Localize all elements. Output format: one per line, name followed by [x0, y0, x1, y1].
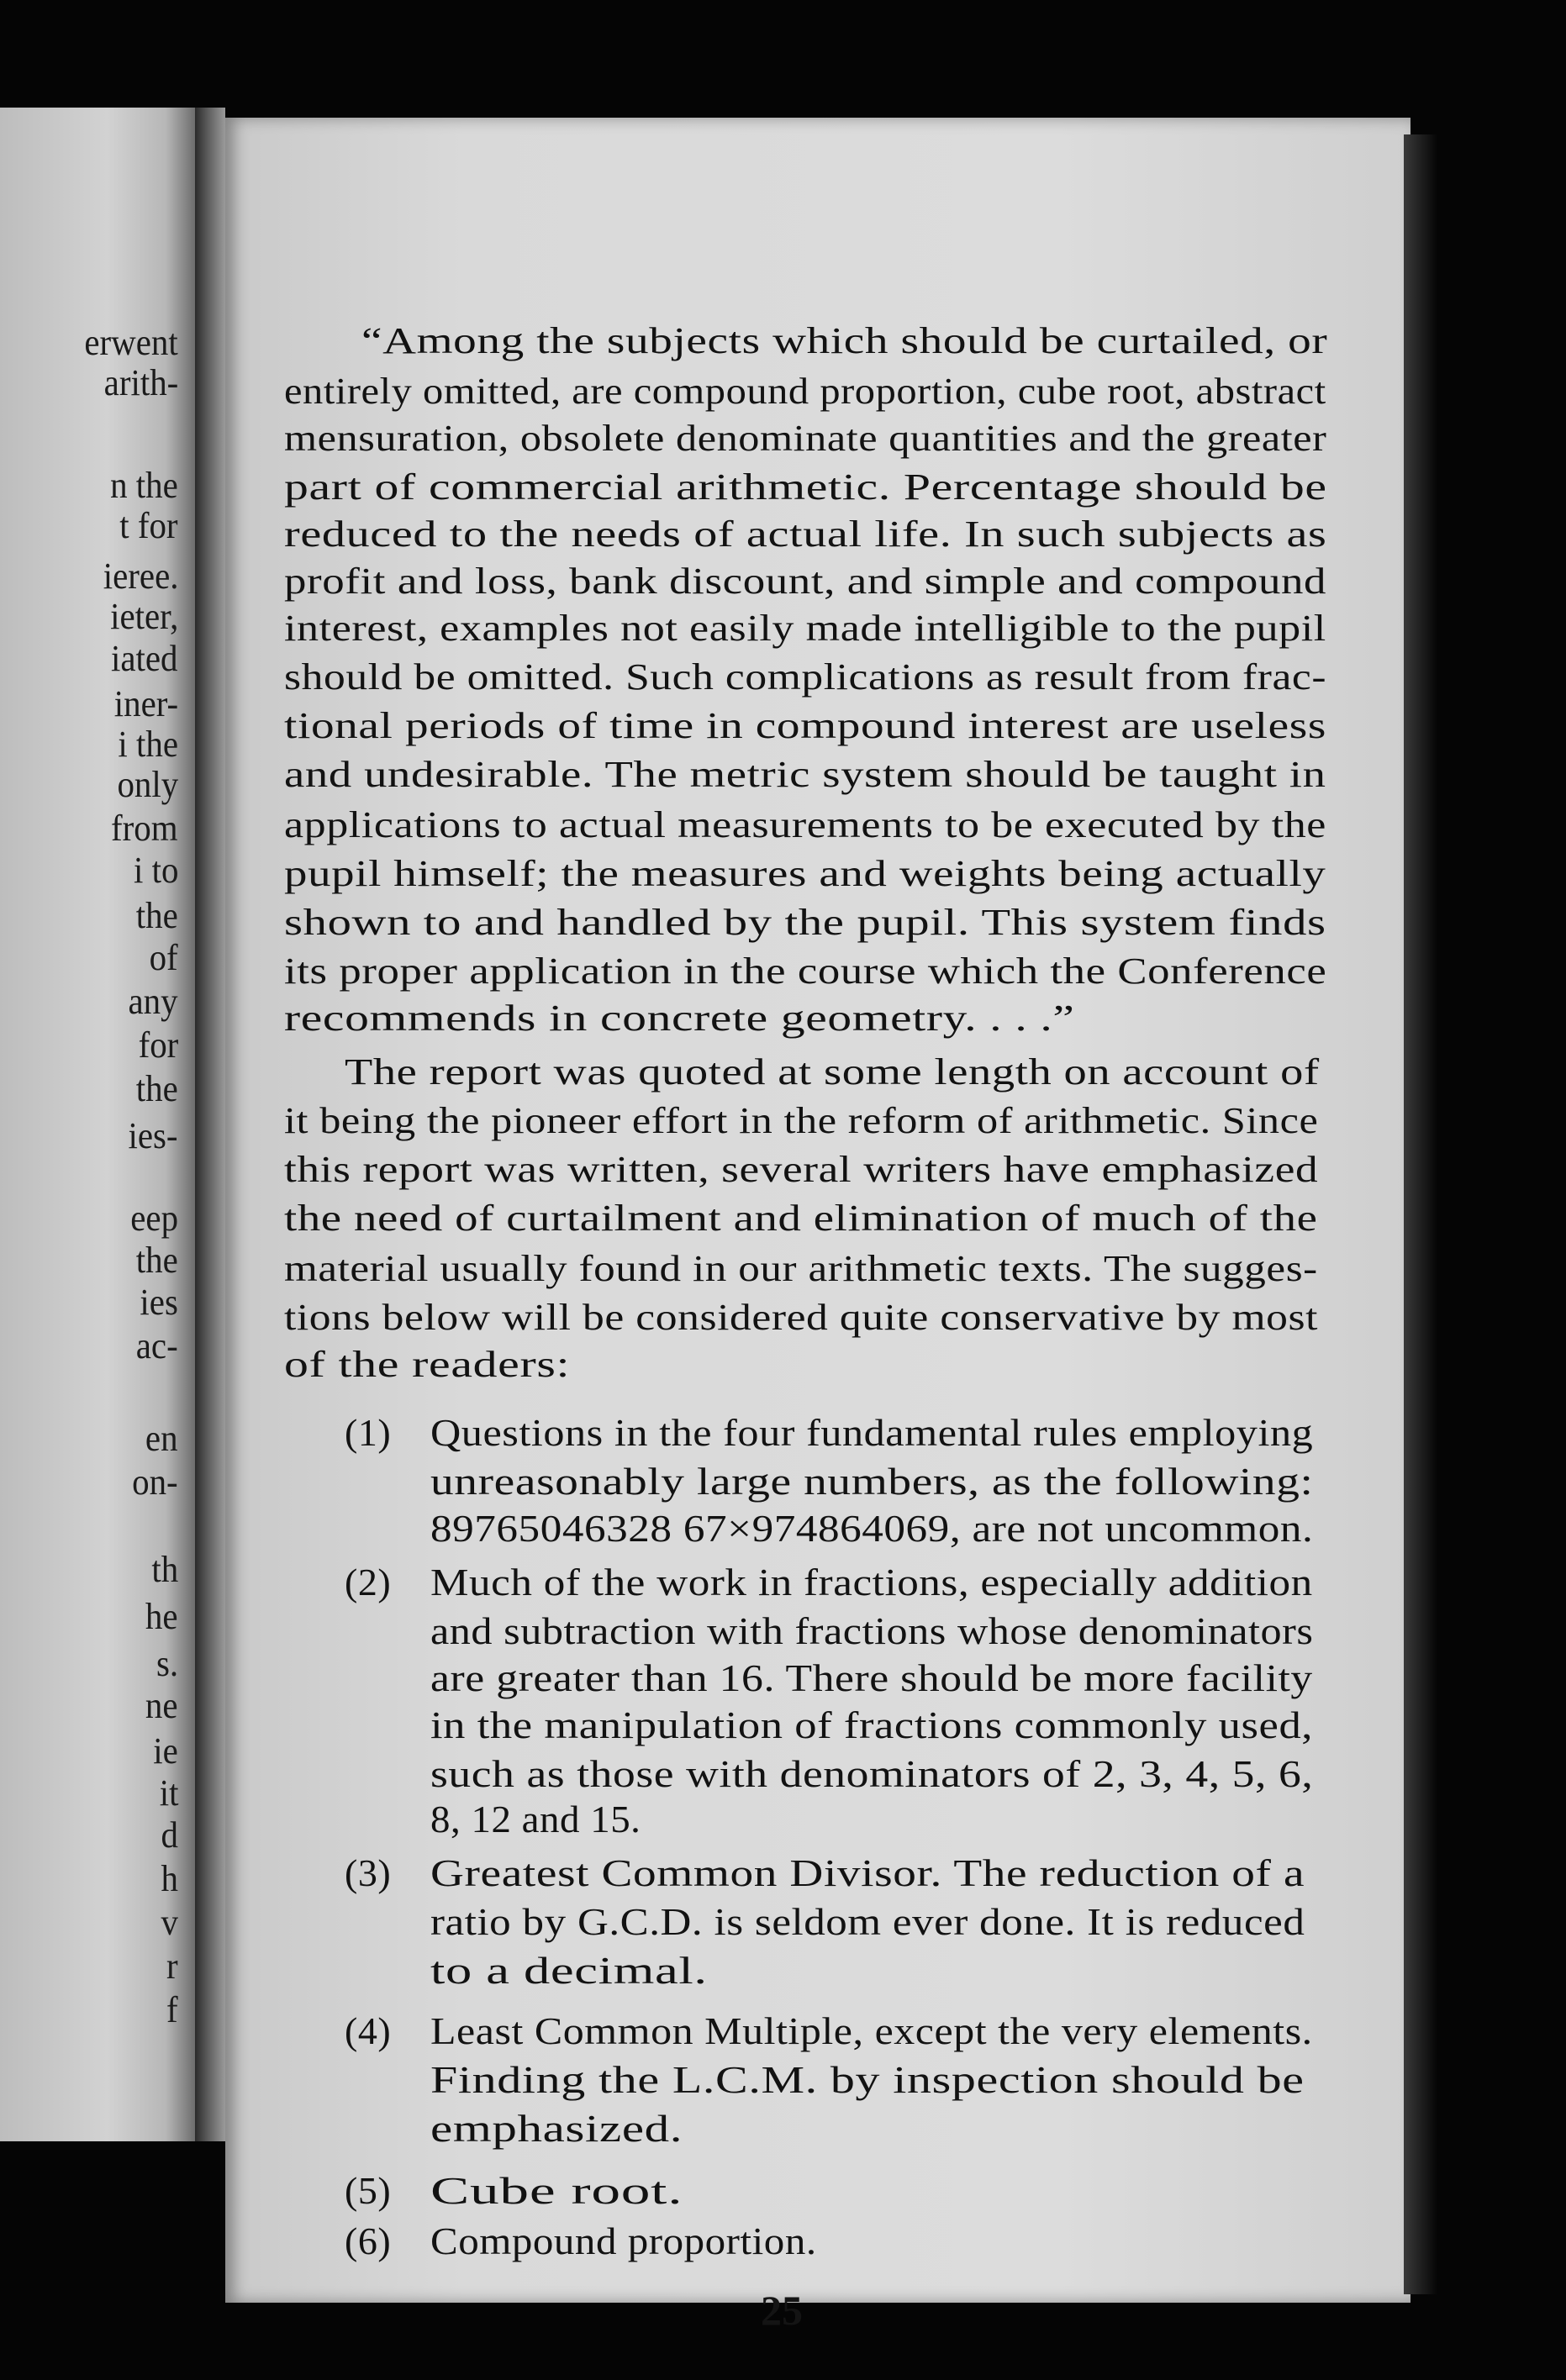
list-item-line: to a decimal. [430, 1949, 708, 1992]
facing-page-fragment: n the [110, 465, 178, 506]
facing-page-fragment: the [135, 895, 178, 936]
facing-page-fragment: v [161, 1902, 178, 1943]
facing-page-fragment: from [111, 808, 178, 849]
quote-line: its proper application in the course which the Conference [284, 950, 1327, 992]
facing-page-fragment: ies [140, 1282, 178, 1323]
list-item-number: (5) [345, 2169, 392, 2212]
list-item-line: in the manipulation of fractions commonly used, [430, 1703, 1314, 1746]
report-line: of the readers: [284, 1344, 571, 1385]
facing-page-fragment: for [138, 1024, 178, 1066]
facing-page-fragment: the [135, 1068, 178, 1109]
list-item-line: 8, 12 and 15. [430, 1798, 641, 1840]
quote-line: should be omitted. Such complications as result from frac- [284, 656, 1327, 698]
report-line: The report was quoted at some length on account of [345, 1051, 1320, 1093]
facing-page-fragment: ieter, [109, 596, 178, 637]
quote-line: entirely omitted, are compound proportion, cube root, abstract [284, 371, 1326, 412]
facing-page-fragment: eep [130, 1198, 178, 1239]
list-item-number: (2) [345, 1561, 392, 1603]
list-item-line: unreasonably large numbers, as the following: [430, 1460, 1314, 1503]
facing-page-edge [0, 108, 195, 2141]
list-item-line: Much of the work in fractions, especially addition [430, 1561, 1313, 1603]
facing-page-fragment: ac- [136, 1325, 178, 1366]
page-number: 25 [761, 2287, 803, 2334]
list-item-line: Greatest Common Divisor. The reduction of a [430, 1851, 1305, 1894]
quote-line: reduced to the needs of actual life. In such subjects as [284, 513, 1327, 555]
facing-page-fragment: iated [111, 638, 178, 679]
quote-line: mensuration, obsolete denominate quantities and the greater [284, 418, 1327, 459]
quote-line: profit and loss, bank discount, and simple and compound [284, 561, 1327, 602]
facing-page-fragment: ieree. [103, 556, 178, 597]
facing-page-fragment: i to [133, 850, 178, 891]
quote-line: recommends in concrete geometry. . . .” [284, 998, 1075, 1039]
list-item-line: such as those with denominators of 2, 3, 4, 5, 6, [430, 1752, 1314, 1795]
facing-page-fragment: ies- [128, 1115, 178, 1156]
quote-line: pupil himself; the measures and weights being actually [284, 853, 1326, 894]
quote-line: and undesirable. The metric system should be taught in [284, 754, 1326, 795]
report-line: it being the pioneer effort in the reform of arithmetic. Since [284, 1100, 1319, 1141]
facing-page-fragment: r [166, 1946, 178, 1987]
list-item-line: Finding the L.C.M. by inspection should be [430, 2058, 1305, 2101]
facing-page-fragment: only [117, 764, 178, 805]
facing-page-fragment: any [128, 981, 178, 1022]
facing-page-fragment: ie [153, 1730, 178, 1772]
list-item-number: (6) [345, 2219, 392, 2262]
list-item-line: and subtraction with fractions whose denominators [430, 1609, 1314, 1652]
report-line: tions below will be considered quite conservative by most [284, 1297, 1319, 1338]
list-item-line: are greater than 16. There should be more facility [430, 1656, 1313, 1699]
facing-page-fragment: it [159, 1772, 178, 1814]
facing-page-fragment: on- [132, 1461, 178, 1503]
facing-page-fragment: s. [156, 1643, 178, 1684]
facing-page-fragment: t for [119, 505, 178, 546]
quote-line: interest, examples not easily made intelligible to the pupil [284, 608, 1326, 649]
list-item-line: 89765046328 67×974864069, are not uncommon. [430, 1507, 1314, 1550]
list-item-number: (3) [345, 1851, 392, 1894]
facing-page-fragment: erwent [84, 322, 178, 363]
quote-line: tional periods of time in compound interest are useless [284, 705, 1326, 746]
list-item-line: ratio by G.C.D. is seldom ever done. It is reduced [430, 1900, 1305, 1943]
facing-page-fragment: d [161, 1814, 178, 1856]
list-item-line: Compound proportion. [430, 2219, 817, 2262]
quote-line: part of commercial arithmetic. Percentage should be [284, 466, 1327, 508]
report-line: the need of curtailment and elimination of much of the [284, 1198, 1318, 1239]
list-item-number: (1) [345, 1411, 392, 1454]
quote-line: “Among the subjects which should be curtailed, or [361, 320, 1328, 361]
facing-page-fragment: arith- [103, 362, 178, 403]
facing-page-fragment: i the [118, 724, 178, 765]
facing-page-fragment: ne [145, 1685, 178, 1726]
page-edge-shadow [1404, 134, 1437, 2294]
book-gutter [195, 108, 225, 2141]
facing-page-fragment: the [135, 1240, 178, 1281]
quote-line: applications to actual measurements to be executed by the [284, 804, 1326, 845]
report-line: this report was written, several writers have emphasized [284, 1149, 1319, 1190]
facing-page-fragment: of [149, 937, 178, 978]
facing-page-fragment: en [145, 1418, 178, 1459]
quote-line: shown to and handled by the pupil. This system finds [284, 902, 1326, 943]
list-item-line: Questions in the four fundamental rules employing [430, 1411, 1314, 1454]
facing-page-fragment: he [145, 1596, 178, 1637]
facing-page-fragment: th [151, 1549, 178, 1590]
list-item-number: (4) [345, 2009, 392, 2052]
list-item-line: Cube root. [430, 2169, 683, 2212]
list-item-line: emphasized. [430, 2107, 683, 2150]
facing-page-fragment: iner- [113, 683, 178, 724]
facing-page-fragment: h [161, 1858, 178, 1899]
facing-page-fragment: f [166, 1989, 178, 2030]
report-line: material usually found in our arithmetic texts. The sugges- [284, 1248, 1318, 1289]
list-item-line: Least Common Multiple, except the very elements. [430, 2009, 1313, 2052]
